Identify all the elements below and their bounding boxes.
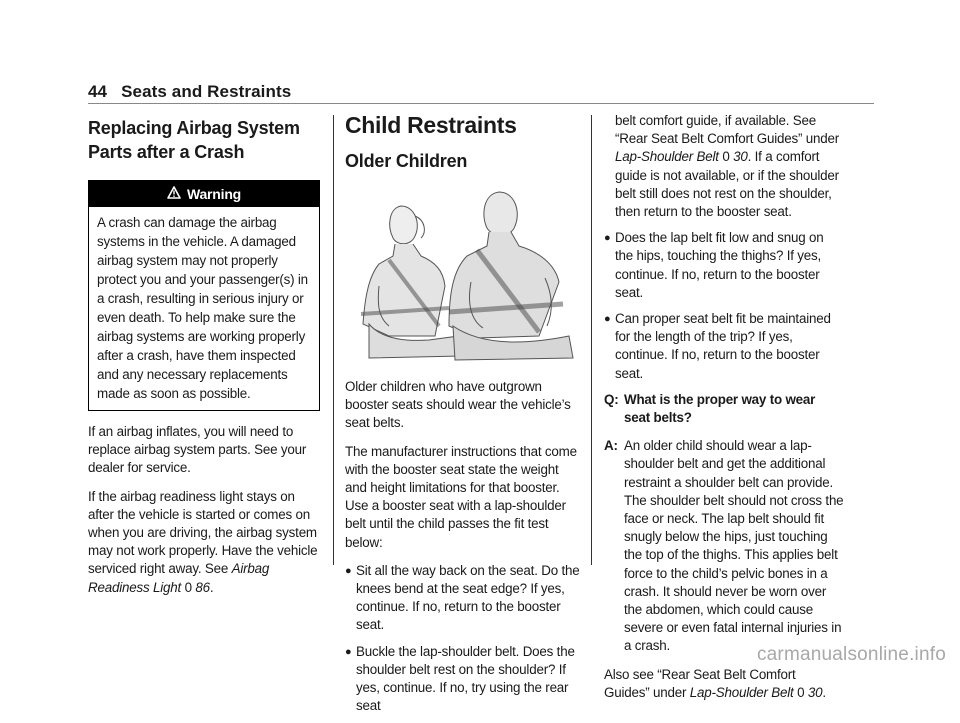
warning-header [89,181,319,207]
column-divider [591,115,592,565]
children-seat-belt-illustration [349,186,579,364]
column-middle [345,112,583,723]
answer-label: A: [604,438,618,454]
bullet-icon: ● [345,645,352,658]
list-item-text: Sit all the way back on the seat. Do the knees bend at the seat edge? If yes, continue. If no, return to the booster seat. [356,562,580,633]
cross-reference-link[interactable]: Lap-Shoulder Belt [689,684,794,700]
list-item-text: Can proper seat belt fit be maintained for the length of the trip? If yes, continue. If no, return to the booster seat. [615,311,831,381]
warning-label: Warning [186,186,242,202]
page-number: 44 [88,82,108,101]
question [604,391,844,427]
watermark: carmanualsonline.info [756,644,946,665]
list-item [345,643,583,716]
page-ref-symbol: 0 [797,684,805,700]
answer [604,437,844,655]
question-text: What is the proper way to wear seat belts? [624,391,816,426]
list-item [604,310,844,383]
paragraph-with-reference [88,488,320,597]
bullet-icon: ● [604,232,611,245]
paragraph-text: Also see “Rear Seat Belt Comfort Guides” under [604,666,796,700]
list-item-text: belt comfort guide, if available. See “Rear Seat Belt Comfort Guides” under [615,113,840,147]
question-label: Q: [604,391,619,407]
cross-reference-page[interactable]: 30 [807,684,823,700]
list-item-continued [604,112,844,221]
paragraph-end: . [209,579,214,595]
chapter-heading: Child Restraints [345,112,517,138]
list-item-text: Does the lap belt fit low and snug on the hips, touching the thighs? If yes, continue. If no, return to the booster seat. [615,230,824,300]
list-item-text: . If a comfort guide is not available, or if the shoulder belt still does not rest on the shoulder, then return to the booster seat. [615,149,839,220]
cross-reference-link[interactable]: Lap-Shoulder Belt [615,149,719,165]
section-title: Seats and Restraints [121,82,292,101]
page-header [88,82,291,102]
warning-triangle-icon [167,181,181,207]
warning-box [88,180,320,411]
cross-reference-page[interactable]: 86 [195,579,210,595]
paragraph: Older children who have outgrown booster seats should wear the vehicle’s seat belts. [345,379,571,431]
column-right [604,112,844,712]
cross-reference-link[interactable]: Airbag Readiness Light [88,561,270,595]
bullet-icon: ● [345,564,352,577]
list-item [345,562,583,635]
bullet-icon: ● [604,313,611,326]
paragraph: If an airbag inflates, you will need to replace airbag system parts. See your dealer for service. [88,424,307,476]
warning-text: A crash can damage the airbag systems in the vehicle. A damaged airbag system may not properly protect you and your passenger(s) in a crash, resulting in serious injury or even death. To help make sure the airbag systems are working properly after a crash, have them inspected and any necessary replacements made as soon as possible. [97,215,308,401]
column-divider [333,115,334,565]
page-ref-symbol: 0 [722,149,730,165]
answer-text: An older child should wear a lap-shoulder belt and get the additional restraint a shoulder belt can provide. The shoulder belt should not cross the face or neck. The lap belt should fit snugly below the hips, just touching the top of the thighs. This applies belt force to the child’s pelvic bones in a crash. It should never be worn over the abdomen, which could cause severe or even fatal internal injuries in a crash. [624,438,844,654]
paragraph-text: If the airbag readiness light stays on after the vehicle is started or comes on when you are driving, the airbag system may not work properly. Have the vehicle serviced right away. See [88,488,318,577]
paragraph-with-reference [604,666,844,702]
list-item [604,229,844,302]
paragraph: The manufacturer instructions that come with the booster seat state the weight and height limitations for that booster. Use a booster seat with a lap-shoulder belt until the child passes the fit test below: [345,443,577,550]
header-rule [88,103,874,104]
page-ref-symbol: 0 [184,579,192,595]
cross-reference-page[interactable]: 30 [733,149,748,165]
paragraph-end: . [822,684,826,700]
list-item-text: Buckle the lap-shoulder belt. Does the shoulder belt rest on the shoulder? If yes, continue. If no, try using the rear seat [356,643,575,714]
subsection-heading: Older Children [345,151,468,171]
section-heading: Replacing Airbag System Parts after a Crash [88,118,300,162]
column-left [88,116,320,607]
